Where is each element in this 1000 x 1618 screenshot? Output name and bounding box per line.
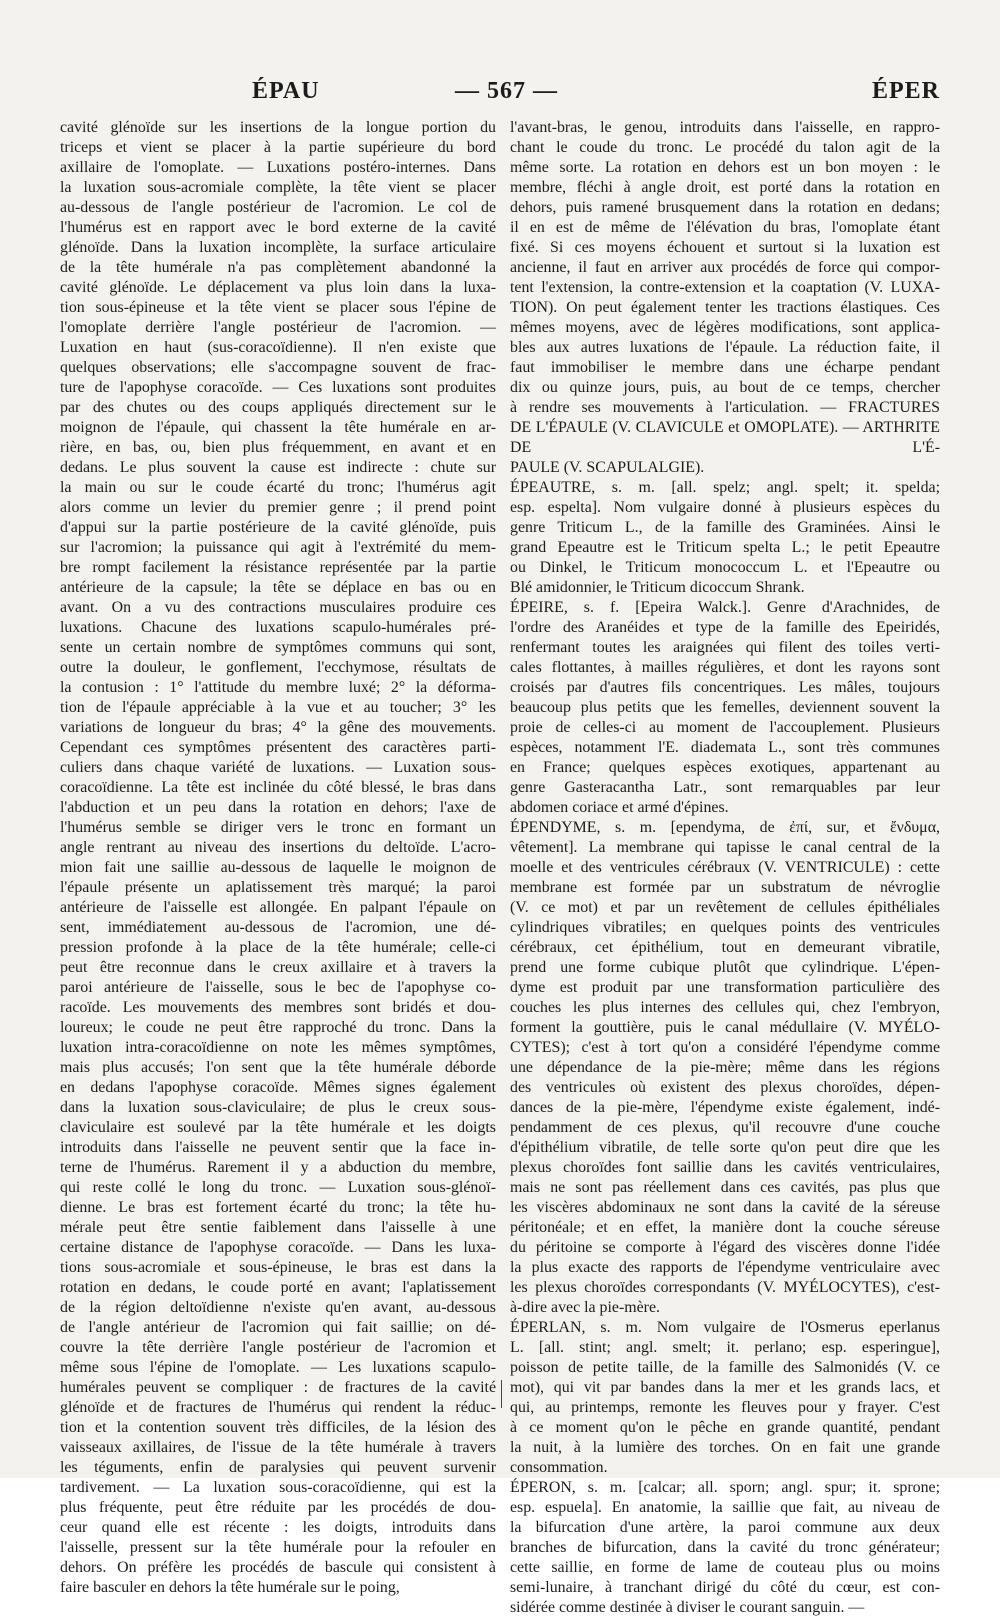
text-line: espèces, notamment l'E. diademata L., sont très communes	[510, 739, 940, 756]
text-line: plexus choroïdes font saillie dans les cavités ventriculaires,	[510, 1159, 940, 1176]
text-line: l'humérus est en rapport avec le bord externe de la cavité	[60, 219, 496, 236]
text-line: cylindriques vibratiles; en quelques points des ventricules	[510, 919, 940, 936]
text-line: dances de la pie-mère, l'épendyme existe également, indé-	[510, 1099, 940, 1116]
text-line: beaucoup plus petits que les femelles, deviennent souvent la	[510, 699, 940, 716]
text-line: croisés par d'autres fils concentriques. Les mâles, toujours	[510, 679, 940, 696]
text-line: mêmes moyens, avec de légères modifications, sont applica-	[510, 319, 940, 336]
text-line: CYTES); c'est à tort qu'on a considéré l'épendyme comme	[510, 1039, 940, 1056]
text-line: mot), qui vit par bandes dans la mer et les grands lacs, et	[510, 1379, 940, 1396]
text-line: bre rompt facilement la résistance représentée par la partie	[60, 559, 496, 576]
text-line: mion fait une saillie au-dessous de laquelle le moignon de	[60, 859, 496, 876]
text-line: loureux; le coude ne peut être rapproché du tronc. Dans la	[60, 1019, 496, 1036]
text-line: ou Dinkel, le Triticum monococcum L. et l'Epeautre ou	[510, 559, 940, 576]
text-line: ÉPERON, s. m. [calcar; all. sporn; angl. spur; it. sprone;	[510, 1479, 940, 1496]
text-line: les viscères abdominaux ne sont dans la cavité de la séreuse	[510, 1199, 940, 1216]
text-line: tardivement. — La luxation sous-coracoïdienne, qui est la	[60, 1479, 496, 1496]
text-line: cette saillie, en forme de lame de couteau plus ou moins	[510, 1559, 940, 1576]
text-line: bles aux autres luxations de l'épaule. La réduction faite, il	[510, 339, 940, 356]
text-line: vaisseaux axillaires, de l'issue de la tête humérale à travers	[60, 1439, 496, 1456]
text-line: glénoïde et de fractures de l'humérus qui rendent la réduc-	[60, 1399, 496, 1416]
page-header	[60, 78, 940, 110]
text-line: variations de longueur du bras; 4° la gêne des mouvements.	[60, 719, 496, 736]
text-line: même sorte. La rotation en dehors est un bon moyen : le	[510, 159, 940, 176]
text-line: axillaire de l'omoplate. — Luxations postéro-internes. Dans	[60, 159, 496, 176]
text-line: Cependant ces symptômes présentent des caractères parti-	[60, 739, 496, 756]
column-divider-mark	[501, 1380, 502, 1408]
text-line: qui, au printemps, remonte les fleuves pour y frayer. C'est	[510, 1399, 940, 1416]
text-line: genre Gasteracantha Latr., sont remarquables par leur	[510, 779, 940, 796]
text-line: dehors. On préfère les procédés de bascule qui consistent à	[60, 1559, 496, 1576]
text-line: dedans. Le plus souvent la cause est indirecte : chute sur	[60, 459, 496, 476]
text-line: DE L'ÉPAULE (V. CLAVICULE et OMOPLATE). — ARTHRITE DE L'É-	[510, 419, 940, 456]
text-line: ture de l'apophyse coracoïde. — Ces luxations sont produites	[60, 379, 496, 396]
text-line: moignon de l'épaule, qui chassent la tête humérale en ar-	[60, 419, 496, 436]
text-line: moelle et des ventricules cérébraux (V. VENTRICULE) : cette	[510, 859, 940, 876]
left-text-column	[60, 118, 496, 1598]
text-line: (V. ce mot) et par un revêtement de cellules épithéliales	[510, 899, 940, 916]
text-line: à rendre ses mouvements à l'articulation. — FRACTURES	[510, 399, 940, 416]
text-line: tion de l'épaule appréciable à la vue et au toucher; 3° les	[60, 699, 496, 716]
text-line: Luxation en haut (sus-coracoïdienne). Il n'en existe que	[60, 339, 496, 356]
text-line: proie de celles-ci au moment de l'accouplement. Plusieurs	[510, 719, 940, 736]
right-text-column	[510, 118, 940, 1618]
text-line: peut être reconnue dans le creux axillaire et à travers la	[60, 959, 496, 976]
header-left-keyword: ÉPAU	[252, 78, 320, 104]
text-line: sidérée comme destinée à diviser le courant sanguin. —	[510, 1599, 865, 1616]
text-line: antérieure de la capsule; la tête se déplace en bas ou en	[60, 579, 496, 596]
text-line: dans la luxation sous-claviculaire; de plus le creux sous-	[60, 1099, 496, 1116]
text-line: prend une forme cubique plutôt que cylindrique. L'épen-	[510, 959, 940, 976]
text-line: paroi antérieure de l'aisselle, sous le bec de l'apophyse co-	[60, 979, 496, 996]
text-line: d'appui sur la partie postérieure de la cavité glénoïde, puis	[60, 519, 496, 536]
text-line: avant. On a vu des contractions musculaires produire ces	[60, 599, 496, 616]
text-line: triceps et vient se placer à la partie supérieure du bord	[60, 139, 496, 156]
text-line: cales flottantes, à mailles régulières, et dont les rayons sont	[510, 659, 940, 676]
text-line: plus fréquente, peut être réduite par les procédés de dou-	[60, 1499, 496, 1516]
text-line: Blé amidonnier, le Triticum dicoccum Shrank.	[510, 579, 805, 596]
text-line: certaine distance de l'apophyse coracoïde. — Dans les luxa-	[60, 1239, 496, 1256]
text-line: humérales peuvent se compliquer : de fractures de la cavité	[60, 1379, 496, 1396]
text-line: ceur quand elle est récente : les doigts, introduits dans	[60, 1519, 496, 1536]
text-line: forment la gouttière, puis le canal médullaire (V. MYÉLO-	[510, 1019, 940, 1036]
text-line: des ventricules où existent des plexus choroïdes, dépen-	[510, 1079, 940, 1096]
text-line: grand Epeautre est le Triticum spelta L.; le petit Epeautre	[510, 539, 940, 556]
text-line: L. [all. stint; angl. smelt; it. perlano; esp. esperingue],	[510, 1339, 940, 1356]
text-line: membre, fléchi à angle droit, est porté dans la rotation en	[510, 179, 940, 196]
header-right-keyword: ÉPER	[871, 78, 940, 104]
text-line: angle rentrant au niveau des insertions du deltoïde. L'acro-	[60, 839, 496, 856]
text-line: cavité glénoïde. Le déplacement va plus loin dans la luxa-	[60, 279, 496, 296]
text-line: l'aisselle, pressent sur la tête humérale pour la refouler en	[60, 1539, 496, 1556]
text-line: rière, en bas, ou, bien plus fréquemment, en avant et en	[60, 439, 496, 456]
text-line: mérale peut être sentie faiblement dans l'aisselle à une	[60, 1219, 496, 1236]
text-line: les téguments, enfin de paralysies qui peuvent survenir	[60, 1459, 496, 1476]
text-line: dehors, puis ramené brusquement dans la rotation en dedans;	[510, 199, 940, 216]
text-line: au-dessous de l'angle postérieur de l'acromion. Le col de	[60, 199, 496, 216]
text-line: même sous l'épine de l'omoplate. — Les luxations scapulo-	[60, 1359, 496, 1376]
text-line: péritonéale; et en effet, la manière dont la couche séreuse	[510, 1219, 940, 1236]
text-line: la bifurcation d'une artère, la paroi commune aux deux	[510, 1519, 940, 1536]
text-line: faire basculer en dehors la tête humérale sur le poing,	[60, 1579, 400, 1596]
text-line: outre la douleur, le gonflement, l'ecchymose, résultats de	[60, 659, 496, 676]
text-line: antérieure de l'aisselle est allongée. En palpant l'épaule on	[60, 899, 496, 916]
text-line: l'abduction et un peu dans la rotation en dehors; l'axe de	[60, 799, 496, 816]
text-line: tions sous-acromiale et sous-épineuse, le bras est dans la	[60, 1259, 496, 1276]
text-line: couvre la tête derrière l'angle postérieur de l'acromion et	[60, 1339, 496, 1356]
text-line: qui reste collé le long du tronc. — Luxation sous-glénoï-	[60, 1179, 496, 1196]
text-line: par des chutes ou des coups appliqués directement sur le	[60, 399, 496, 416]
text-line: luxations. Chacune des luxations scapulo-humérales pré-	[60, 619, 496, 636]
text-line: de l'angle antérieur de l'acromion qui fait saillie; on dé-	[60, 1319, 496, 1336]
text-line: pendamment de ces plexus, qu'il recouvre d'une couche	[510, 1119, 940, 1136]
text-line: couches les plus internes des cellules qui, chez l'embryon,	[510, 999, 940, 1016]
text-line: cérébraux, cet épithélium, tout en demeurant vibratile,	[510, 939, 940, 956]
text-line: TION). On peut également tenter les tractions élastiques. Ces	[510, 299, 940, 316]
text-line: à-dire avec la pie-mère.	[510, 1299, 660, 1316]
text-line: la luxation sous-acromiale complète, la tête vient se placer	[60, 179, 496, 196]
text-line: ÉPERLAN, s. m. Nom vulgaire de l'Osmerus eperlanus	[510, 1319, 940, 1336]
text-line: sent, immédiatement au-dessous de l'acromion, une dé-	[60, 919, 496, 936]
text-line: dienne. Le bras est fortement écarté du tronc; la tête hu-	[60, 1199, 496, 1216]
text-line: d'épithélium vibratile, de telle sorte qu'on peut dire que les	[510, 1139, 940, 1156]
text-line: esp. espuela]. En anatomie, la saillie que fait, au niveau de	[510, 1499, 940, 1516]
text-line: tent l'extension, la contre-extension et la coaptation (V. LUXA-	[510, 279, 940, 296]
text-line: de la région deltoïdienne n'existe qu'en avant, au-dessous	[60, 1299, 496, 1316]
text-line: culiers dans chaque variété de luxations. — Luxation sous-	[60, 759, 496, 776]
text-line: rotation en dedans, le coude porté en avant; l'aplatissement	[60, 1279, 496, 1296]
text-line: la main ou sur le coude écarté du tronc; l'humérus agit	[60, 479, 496, 496]
text-line: ÉPEIRE, s. f. [Epeira Walck.]. Genre d'Arachnides, de	[510, 599, 940, 616]
text-line: claviculaire est soulevé par la tête humérale et les doigts	[60, 1119, 496, 1136]
text-line: racoïde. Les mouvements des membres sont bridés et dou-	[60, 999, 496, 1016]
text-line: membrane est formée par un substratum de névroglie	[510, 879, 940, 896]
text-line: tion sous-épineuse et la tête vient se placer sous l'épine de	[60, 299, 496, 316]
text-line: pression profonde à la place de la tête humérale; celle-ci	[60, 939, 496, 956]
text-line: l'humérus semble se diriger vers le tronc en formant un	[60, 819, 496, 836]
text-line: à ce moment qu'on le pêche en grande quantité, pendant	[510, 1419, 940, 1436]
text-line: sur l'acromion; la puissance qui agit à l'extrémité du mem-	[60, 539, 496, 556]
text-line: la contusion : 1° l'attitude du membre luxé; 2° la déforma-	[60, 679, 496, 696]
text-line: dix ou quinze jours, puis, au bout de ce temps, chercher	[510, 379, 940, 396]
text-line: mais plus accusés; l'on sent que la tête humérale déborde	[60, 1059, 496, 1076]
text-line: poisson de petite taille, de la famille des Salmonidés (V. ce	[510, 1359, 940, 1376]
text-line: vêtement]. La membrane qui tapisse le canal central de la	[510, 839, 940, 856]
page-number: — 567 —	[455, 78, 558, 104]
text-line: introduits dans l'aisselle ne peuvent sentir que la face in-	[60, 1139, 496, 1156]
text-line: l'ordre des Aranéides et type de la famille des Epeiridés,	[510, 619, 940, 636]
text-line: ÉPENDYME, s. m. [ependyma, de ἐπί, sur, et ἔνδυμα,	[510, 819, 940, 836]
text-line: du péritoine se comporte à l'égard des viscères donne l'idée	[510, 1239, 940, 1256]
text-line: de la tête humérale n'a pas complètement abandonné la	[60, 259, 496, 276]
text-line: terne de l'humérus. Rarement il y a abduction du membre,	[60, 1159, 496, 1176]
text-line: la nuit, à la lumière des torches. On en fait une grande	[510, 1439, 940, 1456]
text-line: cavité glénoïde sur les insertions de la longue portion du	[60, 119, 496, 136]
text-line: la plus exacte des rapports de l'épendyme ventriculaire avec	[510, 1259, 940, 1276]
text-line: l'avant-bras, le genou, introduits dans l'aisselle, en rappro-	[510, 119, 940, 136]
text-line: sente un certain nombre de symptômes communs qui sont,	[60, 639, 496, 656]
text-line: branches de bifurcation, dans la cavité du tronc générateur;	[510, 1539, 940, 1556]
text-line: en France; quelques espèces exotiques, appartenant au	[510, 759, 940, 776]
text-line: il en est de même de l'élévation du bras, l'omoplate étant	[510, 219, 940, 236]
text-line: une dépendance de la pie-mère; même dans les régions	[510, 1059, 940, 1076]
text-line: en dedans l'apophyse coracoïde. Mêmes signes également	[60, 1079, 496, 1096]
text-line: semi-lunaire, à tranchant dirigé du côté du cœur, est con-	[510, 1579, 940, 1596]
text-line: l'épaule présente un aplatissement très marqué; la paroi	[60, 879, 496, 896]
text-line: quelques observations; elle s'accompagne souvent de frac-	[60, 359, 496, 376]
text-line: l'omoplate derrière l'angle postérieur de l'acromion. —	[60, 319, 496, 336]
text-line: tion et la contention souvent très difficiles, de la lésion des	[60, 1419, 496, 1436]
text-line: consommation.	[510, 1459, 608, 1476]
text-line: renfermant toutes les araignées qui filent des toiles verti-	[510, 639, 940, 656]
text-line: ancienne, il faut en arriver aux procédés de force qui compor-	[510, 259, 940, 276]
text-line: coracoïdienne. La tête est inclinée du côté blessé, le bras dans	[60, 779, 496, 796]
text-line: ÉPEAUTRE, s. m. [all. spelz; angl. spelt; it. spelda;	[510, 479, 940, 496]
text-line: alors comme un levier du premier genre ; il prend point	[60, 499, 496, 516]
text-line: dyme est produit par une transformation particulière des	[510, 979, 940, 996]
text-line: les plexus choroïdes correspondants (V. MYÉLOCYTES), c'est-	[510, 1279, 940, 1296]
text-line: fixé. Si ces moyens échouent et surtout si la luxation est	[510, 239, 940, 256]
text-line: glénoïde. Dans la luxation incomplète, la surface articulaire	[60, 239, 496, 256]
text-line: abdomen coriace et armé d'épines.	[510, 799, 729, 816]
text-line: faut immobiliser le membre dans une écharpe pendant	[510, 359, 940, 376]
text-line: chant le coude du tronc. Le procédé du talon agit de la	[510, 139, 940, 156]
text-line: luxation intra-coracoïdienne on note les mêmes symptômes,	[60, 1039, 496, 1056]
text-line: esp. espelta]. Nom vulgaire donné à plusieurs espèces du	[510, 499, 940, 516]
text-line: genre Triticum L., de la famille des Graminées. Ainsi le	[510, 519, 940, 536]
text-line: mais ne sont pas réellement dans ces cavités, pas plus que	[510, 1179, 940, 1196]
text-line: PAULE (V. SCAPULALGIE).	[510, 459, 705, 476]
